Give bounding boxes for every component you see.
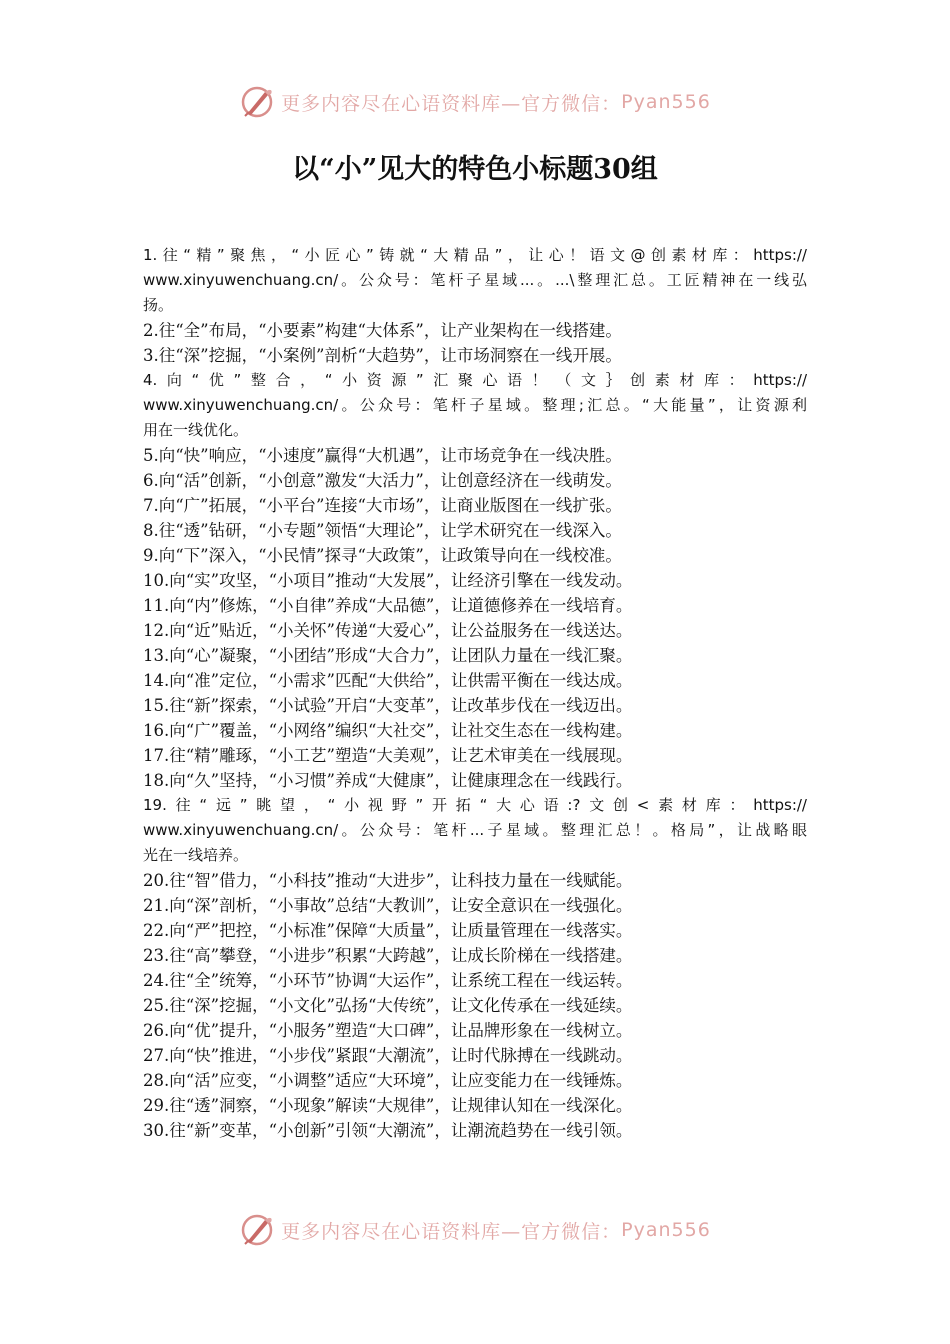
list-line: 11.向“内”修炼，“小自律”养成“大品德”，让道德修养在一线培育。	[143, 596, 633, 615]
list-line: 21.向“深”剖析，“小事故”总结“大教训”，让安全意识在一线强化。	[143, 896, 633, 915]
list-line: 13.向“心”凝聚，“小团结”形成“大合力”，让团队力量在一线汇聚。	[143, 646, 633, 665]
list-line: 9.向“下”深入，“小民情”探寻“大政策”，让政策导向在一线校准。	[143, 546, 622, 565]
list-line: 用在一线优化。	[143, 421, 249, 439]
list-line: 2.往“全”布局，“小要素”构建“大体系”，让产业架构在一线搭建。	[143, 321, 622, 340]
list-line: 19.往“远”眺望，“小视野”开拓“大心语:?文创<素材库：https://	[143, 796, 807, 814]
list-line: 7.向“广”拓展，“小平台”连接“大市场”，让商业版图在一线扩张。	[143, 496, 622, 515]
list-line: 30.往“新”变革，“小创新”引领“大潮流”，让潮流趋势在一线引领。	[143, 1121, 633, 1140]
watermark-banner-top	[0, 80, 950, 124]
wechat-id: Pyan556	[621, 91, 711, 113]
list-line: 6.向“活”创新，“小创意”激发“大活力”，让创意经济在一线萌发。	[143, 471, 622, 490]
list-line: 28.向“活”应变，“小调整”适应“大环境”，让应变能力在一线锤炼。	[143, 1071, 633, 1090]
list-line: 4.向“优”整合，“小资源”汇聚心语！（文｝创素材库：https://	[143, 371, 807, 389]
list-line: 16.向“广”覆盖，“小网络”编织“大社交”，让社交生态在一线构建。	[143, 721, 633, 740]
wechat-id: Pyan556	[621, 1219, 711, 1241]
list-line: 3.往“深”挖掘，“小案例”剖析“大趋势”，让市场洞察在一线开展。	[143, 346, 622, 365]
list-line: 5.向“快”响应，“小速度”赢得“大机遇”，让市场竞争在一线决胜。	[143, 446, 622, 465]
list-line: 29.往“透”洞察，“小现象”解读“大规律”，让规律认知在一线深化。	[143, 1096, 633, 1115]
quill-pen-logo-icon	[239, 1212, 275, 1248]
list-line: 8.往“透”钻研，“小专题”领悟“大理论”，让学术研究在一线深入。	[143, 521, 622, 540]
list-line: 24.往“全”统筹，“小环节”协调“大运作”，让系统工程在一线运转。	[143, 971, 633, 990]
page-title: 以“小”见大的特色小标题30组	[292, 154, 658, 185]
list-content	[143, 243, 807, 1143]
watermark-text: 更多内容尽在心语资料库—官方微信：	[281, 1220, 622, 1243]
list-line: 20.往“智”借力，“小科技”推动“大进步”，让科技力量在一线赋能。	[143, 871, 633, 890]
list-line: 27.向“快”推进，“小步伐”紧跟“大潮流”，让时代脉搏在一线跳动。	[143, 1046, 633, 1065]
list-line: 25.往“深”挖掘，“小文化”弘扬“大传统”，让文化传承在一线延续。	[143, 996, 633, 1015]
list-line: 14.向“准”定位，“小需求”匹配“大供给”，让供需平衡在一线达成。	[143, 671, 633, 690]
list-line: 18.向“久”坚持，“小习惯”养成“大健康”，让健康理念在一线践行。	[143, 771, 633, 790]
list-line: www.xinyuwenchuang.cn/。公众号：笔杆子星域...。...\整理汇总。工匠精神在一线弘	[143, 271, 807, 289]
list-line: 10.向“实”攻坚，“小项目”推动“大发展”，让经济引擎在一线发动。	[143, 571, 633, 590]
list-line: 26.向“优”提升，“小服务”塑造“大口碑”，让品牌形象在一线树立。	[143, 1021, 633, 1040]
list-line: 12.向“近”贴近，“小关怀”传递“大爱心”，让公益服务在一线送达。	[143, 621, 633, 640]
watermark-text: 更多内容尽在心语资料库—官方微信：	[281, 92, 622, 115]
list-line: 光在一线培养。	[143, 846, 249, 864]
list-line: 22.向“严”把控，“小标准”保障“大质量”，让质量管理在一线落实。	[143, 921, 633, 940]
quill-pen-logo-icon	[239, 84, 275, 120]
list-line: 23.往“高”攀登，“小进步”积累“大跨越”，让成长阶梯在一线搭建。	[143, 946, 633, 965]
list-line: 17.往“精”雕琢，“小工艺”塑造“大美观”，让艺术审美在一线展现。	[143, 746, 633, 765]
list-line: 扬。	[143, 296, 174, 314]
list-line: www.xinyuwenchuang.cn/。公众号：笔杆...子星域。整理汇总！。格局”，让战略眼	[143, 821, 807, 839]
list-line: 15.往“新”探索，“小试验”开启“大变革”，让改革步伐在一线迈出。	[143, 696, 633, 715]
list-line: 1.往“精”聚焦，“小匠心”铸就“大精品”，让心！语文@创素材库：https://	[143, 246, 807, 264]
list-line: www.xinyuwenchuang.cn/。公众号：笔杆子星域。整理;汇总。“大能量”，让资源利	[143, 396, 807, 414]
watermark-banner-bottom	[0, 1208, 950, 1252]
